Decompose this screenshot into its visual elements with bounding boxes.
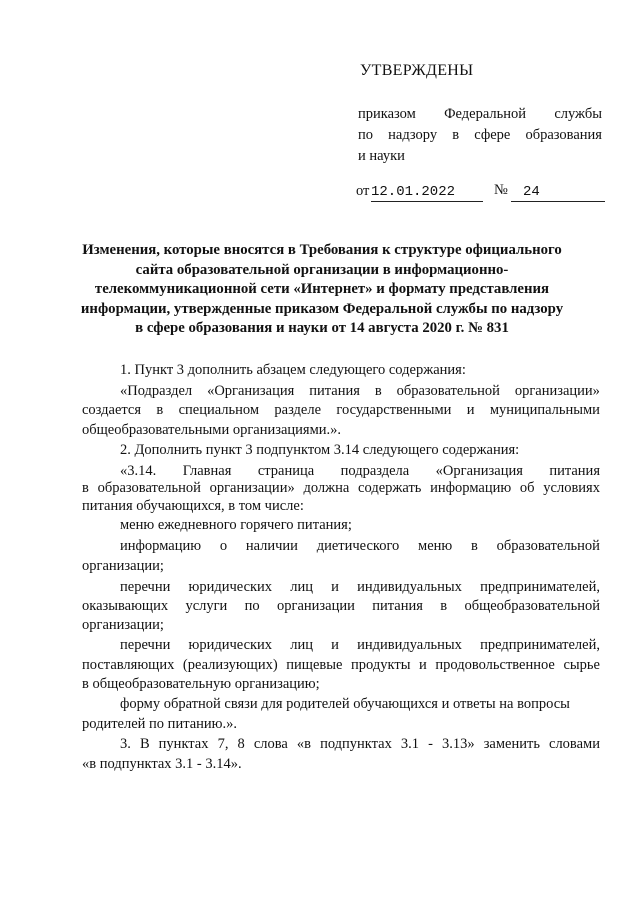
order-line-2 xyxy=(358,125,602,146)
body-line: форму обратной связи для родителей обучающихся и ответы на вопросы xyxy=(120,696,570,712)
body-word: в xyxy=(156,402,164,418)
body-word: сырье xyxy=(563,657,600,673)
body-word: Главная xyxy=(182,463,232,479)
title-line: сайта образовательной организации в информационно- xyxy=(135,261,509,278)
body-word: в xyxy=(82,480,89,496)
body-word: лиц xyxy=(290,579,313,595)
body-word: «Организация xyxy=(207,383,295,399)
body-word: организации xyxy=(277,598,355,614)
body-word: страница xyxy=(257,463,315,479)
body-word: 3.13» xyxy=(442,736,475,752)
order-word: и науки xyxy=(358,148,405,164)
body-line: организации; xyxy=(82,617,164,633)
order-line-3 xyxy=(358,146,602,167)
body-word: пунктах xyxy=(158,736,209,752)
body-word: 3. xyxy=(120,736,131,752)
body-word: условиях xyxy=(543,480,600,496)
body-word: индивидуальных xyxy=(357,637,462,653)
body-word: о xyxy=(219,538,228,554)
body-line xyxy=(82,480,600,497)
body-word: услуги xyxy=(185,598,228,614)
body-word: содержать xyxy=(358,480,422,496)
body-word: подраздела xyxy=(340,463,410,479)
body-word: диетического xyxy=(316,538,400,554)
body-word: меню xyxy=(418,538,453,554)
body-word: образовательной xyxy=(396,383,500,399)
body-word: организации» xyxy=(514,383,600,399)
body-word: оказывающих xyxy=(82,598,169,614)
body-word: питания xyxy=(372,598,423,614)
body-word: должна xyxy=(303,480,350,496)
order-word: сфере xyxy=(474,127,511,143)
body-line xyxy=(120,538,600,555)
body-line: родителей по питанию.». xyxy=(82,716,238,732)
body-word: общеобразовательной xyxy=(464,598,600,614)
body-word: питания xyxy=(309,383,360,399)
body-word: 7, xyxy=(217,736,229,752)
body-line xyxy=(120,463,600,480)
body-word: государственными xyxy=(336,402,452,418)
body-word: пищевые xyxy=(286,657,343,673)
order-date-number-row xyxy=(356,183,606,205)
body-word: (реализующих) xyxy=(182,657,278,673)
body-line xyxy=(82,402,600,419)
order-word: приказом xyxy=(358,106,416,122)
body-word: словами xyxy=(549,736,600,752)
body-word: предпринимателей, xyxy=(480,637,600,653)
order-word: службы xyxy=(554,106,602,122)
body-word: и xyxy=(419,657,427,673)
order-word: в xyxy=(452,127,460,143)
body-line xyxy=(82,657,600,674)
body-line: общеобразовательными организациями.». xyxy=(82,422,342,438)
body-word: 3.1 xyxy=(400,736,420,752)
body-word: создается xyxy=(82,402,142,418)
body-word: об xyxy=(519,480,535,496)
body-word: и xyxy=(331,637,339,653)
body-word: предпринимателей, xyxy=(480,579,600,595)
body-line: организации; xyxy=(82,558,164,574)
body-word: информацию xyxy=(430,480,512,496)
body-word: индивидуальных xyxy=(357,579,462,595)
title-line: в сфере образования и науки от 14 августа 2020 г. № 831 xyxy=(135,320,509,337)
body-word: наличии xyxy=(245,538,298,554)
body-word: по xyxy=(244,598,260,614)
body-word: в xyxy=(471,538,478,554)
body-line: меню ежедневного горячего питания; xyxy=(120,517,352,533)
order-word: по xyxy=(358,127,374,143)
body-word: юридических xyxy=(188,637,273,653)
approval-order-reference xyxy=(358,104,602,167)
body-word: В xyxy=(139,736,150,752)
number-prefix: № xyxy=(494,182,508,198)
body-line: питания обучающихся, в том числе: xyxy=(82,498,304,514)
body-word: организации» xyxy=(209,480,295,496)
title-line: Изменения, которые вносятся в Требования к структуре официального xyxy=(82,242,562,258)
body-word: информацию xyxy=(120,538,202,554)
body-word: и xyxy=(331,579,339,595)
order-word: надзору xyxy=(388,127,438,143)
approval-heading: УТВЕРЖДЕНЫ xyxy=(360,62,474,79)
body-word: перечни xyxy=(120,579,171,595)
title-line: телекоммуникационной сети «Интернет» и формату представления xyxy=(94,281,550,298)
body-word: юридических xyxy=(188,579,273,595)
order-line-1 xyxy=(358,104,602,125)
body-word: перечни xyxy=(120,637,171,653)
body-word: - xyxy=(428,736,433,752)
body-word: 8 xyxy=(237,736,245,752)
body-word: разделе xyxy=(274,402,322,418)
body-word: подпунктах xyxy=(320,736,392,752)
body-line: «в подпунктах 3.1 - 3.14». xyxy=(82,756,242,772)
body-line xyxy=(120,736,600,753)
body-word: образовательной xyxy=(97,480,201,496)
body-word: слова xyxy=(253,736,288,752)
body-word: специальном xyxy=(178,402,260,418)
body-word: питания xyxy=(549,463,600,479)
body-line xyxy=(120,383,600,400)
body-line: 1. Пункт 3 дополнить абзацем следующего содержания: xyxy=(120,362,466,378)
body-word: и xyxy=(466,402,475,418)
body-word: «Подраздел xyxy=(120,383,193,399)
body-line xyxy=(120,579,600,596)
body-line xyxy=(82,598,600,615)
document-title xyxy=(74,241,570,339)
body-word: в xyxy=(440,598,448,614)
body-word: поставляющих xyxy=(82,657,175,673)
title-line: информации, утвержденные приказом Федеральной службы по надзору xyxy=(80,300,564,317)
order-number: 24 xyxy=(511,184,605,202)
body-word: продовольственное xyxy=(435,657,555,673)
body-line: в общеобразовательную организацию; xyxy=(82,676,320,692)
order-date: 12.01.2022 xyxy=(371,184,483,202)
body-word: заменить xyxy=(483,736,540,752)
body-word: образовательной xyxy=(496,538,600,554)
body-word: продукты xyxy=(351,657,411,673)
body-word: муниципальными xyxy=(489,402,600,418)
body-line xyxy=(120,637,600,654)
body-word: в xyxy=(374,383,382,399)
body-word: лиц xyxy=(290,637,313,653)
body-line: 2. Дополнить пункт 3 подпунктом 3.14 следующего содержания: xyxy=(120,442,520,458)
order-word: образования xyxy=(525,127,602,143)
body-word: «Организация xyxy=(435,463,523,479)
body-word: «в xyxy=(296,736,311,752)
date-prefix: от xyxy=(356,183,370,199)
order-word: Федеральной xyxy=(444,106,527,122)
body-word: «3.14. xyxy=(120,463,157,479)
